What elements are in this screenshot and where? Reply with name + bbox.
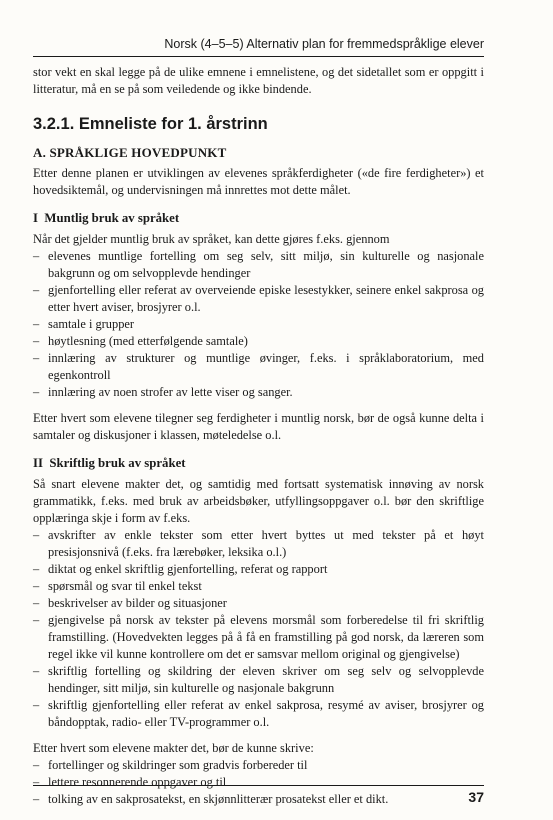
part1-lead: Når det gjelder muntlig bruk av språket, kan dette gjøres f.eks. gjennom (33, 232, 390, 246)
part1-closing: Etter hvert som elevene tilegner seg ferdigheter i muntlig norsk, bør de også kunne delta i samtaler og diskusjoner i klassen, møteledelse o.l. (33, 411, 484, 442)
main-paragraph: Etter denne planen er utviklingen av elevenes språkferdigheter («de fire ferdigheter») et hovedsiktemål, og undervisningen må innrettes mot dette målet. (33, 166, 484, 197)
section-title: 3.2.1. Emneliste for 1. årstrinn (33, 115, 268, 133)
running-header: Norsk (4–5–5) Alternativ plan for fremmedspråklige elever (33, 36, 484, 57)
intro-paragraph: stor vekt en skal legge på de ulike emnene i emnelistene, og det sidetallet som er oppgitt i litteratur, må en se på som veiledende og ikke bindende. (33, 65, 484, 96)
list-item: – tolking av en sakprosatekst, en skjønnlitterær prosatekst eller et dikt. (33, 792, 389, 806)
list-item: – beskrivelser av bilder og situasjoner (33, 596, 227, 610)
part1-list (33, 248, 484, 401)
part2-list (33, 527, 484, 731)
list-item: – avskrifter av enkle tekster som etter hvert byttes ut med tekster på et høyt presisjonsnivå (f.eks. fra lærebøker, leksika o.l.) (33, 528, 484, 559)
list-item: – høytlesning (med etterfølgende samtale) (33, 334, 248, 348)
list-item: – samtale i grupper (33, 317, 135, 331)
list-item: – fortellinger og skildringer som gradvis forbereder til (33, 758, 308, 772)
list-item: – skriftlig fortelling og skildring der eleven skriver om seg selv og selvopplevde hendinger, sitt miljø, sin kulturelle og nasjonale bakgrunn (33, 664, 484, 695)
list-item: – lettere resonnerende oppgaver og til (33, 775, 227, 789)
list-item: – innlæring av strukturer og muntlige øvinger, f.eks. i språklaboratorium, med egenkontroll (33, 351, 484, 382)
list-item: – gjenfortelling eller referat av overveiende episke lesestykker, seinere enkel sakprosa og etter hvert aviser, brosjyrer o.l. (33, 283, 484, 314)
page (33, 0, 484, 820)
part2-lead: Så snart elevene makter det, og samtidig med fortsatt systematisk innøving av norsk grammatikk, f.eks. med bruk av arbeidsbøker, utfyllingsoppgaver o.l. bør den skriftlige opplæringa skje i form av f.eks. (33, 477, 484, 525)
list-item: – gjengivelse på norsk av tekster på elevens morsmål som forberedelse til fri skriftlig framstilling. (Hovedvekten legges på å få en framstilling på god norsk, da læreren som regel ikke vil kunne kontrollere om det er samsvar mellom original og gjengivelse) (33, 613, 484, 661)
list-item: – diktat og enkel skriftlig gjenfortelling, referat og rapport (33, 562, 328, 576)
list-item: – spørsmål og svar til enkel tekst (33, 579, 202, 593)
list-item: – innlæring av noen strofer av lette viser og sanger. (33, 385, 293, 399)
part2-heading: II Skriftlig bruk av språket (33, 456, 186, 470)
main-heading: A. SPRÅKLIGE HOVEDPUNKT (33, 145, 227, 160)
list-item: – skriftlig gjenfortelling eller referat av enkel sakprosa, resymé av aviser, brosjyrer og båndopptak, radio- eller TV-programmer o.l. (33, 698, 484, 729)
page-number: 37 (33, 785, 484, 806)
part1-heading: I Muntlig bruk av språket (33, 211, 180, 225)
part2-closing-lead: Etter hvert som elevene makter det, bør de kunne skrive: (33, 741, 314, 755)
page-content (33, 64, 484, 808)
list-item: – elevenes muntlige fortelling om seg selv, sitt miljø, sin kulturelle og nasjonale bakgrunn og om selvopplevde hendinger (33, 249, 484, 280)
